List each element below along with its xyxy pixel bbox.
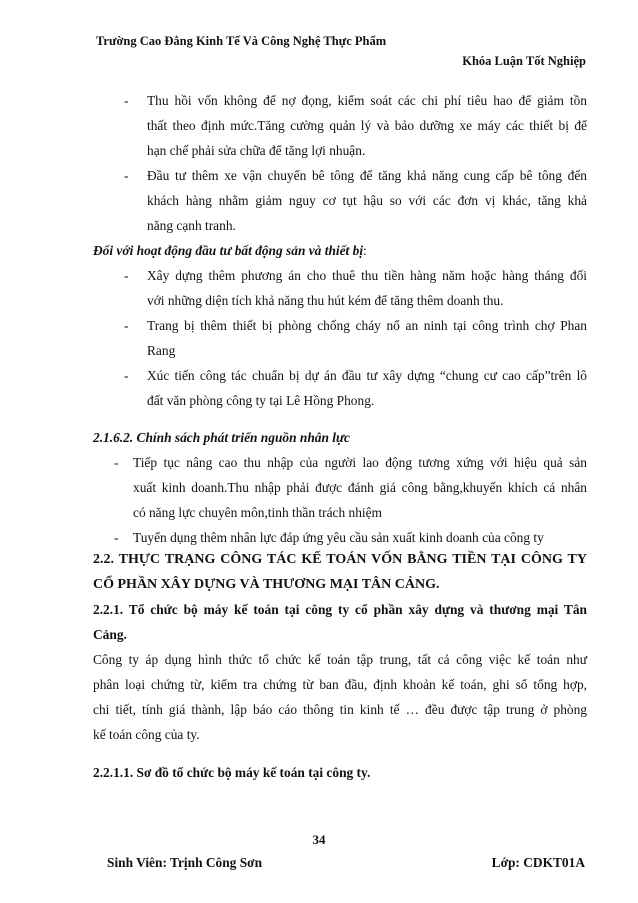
bullet-dash: - — [124, 268, 129, 283]
section-heading-investment — [93, 243, 367, 259]
paragraph-line-4: kế toán công của ty. — [93, 727, 200, 742]
paragraph-line-2: phân loại chứng từ, kiểm tra chứng từ ban đầu, định khoản kế toán, ghi sổ tổng hợp, — [93, 677, 587, 692]
bullet-2-line-1: Đầu tư thêm xe vận chuyển bê tông để tăng khả năng cung cấp bê tông đến — [147, 168, 587, 183]
bullet-dash: - — [124, 168, 129, 183]
header-school: Trường Cao Đẳng Kinh Tế Và Công Nghệ Thực Phẩm — [96, 34, 387, 48]
bullet-dash: - — [114, 455, 119, 470]
page-number: 34 — [312, 832, 326, 847]
section-heading-2-2-1-line-2: Cảng. — [93, 627, 127, 642]
bullet-2-line-3: năng cạnh tranh. — [147, 218, 236, 233]
section-heading-investment-colon: : — [363, 243, 367, 258]
section-heading-2-2-line-1: 2.2. THỰC TRẠNG CÔNG TÁC KẾ TOÁN VỐN BẰNG TIỀN TẠI CÔNG TY — [93, 552, 587, 567]
bullet-dash: - — [124, 93, 129, 108]
bullet-4-line-1: Trang bị thêm thiết bị phòng chống cháy nổ an ninh tại công trình chợ Phan — [147, 318, 587, 333]
section-heading-2-2-1-line-1: 2.2.1. Tổ chức bộ máy kế toán tại công ty cổ phần xây dựng và thương mại Tân — [93, 602, 587, 617]
footer-student: Sinh Viên: Trịnh Công Sơn — [107, 855, 263, 870]
footer-class: Lớp: CDKT01A — [491, 855, 585, 870]
bullet-3-line-1: Xây dựng thêm phương án cho thuê thu tiền hàng năm hoặc hàng tháng đối — [147, 268, 587, 283]
section-heading-2-1-6-2: 2.1.6.2. Chính sách phát triển nguồn nhân lực — [93, 430, 350, 445]
bullet-1-line-3: hạn chế phải sửa chữa để tăng lợi nhuận. — [147, 143, 366, 158]
section-heading-2-2-line-2: CỔ PHẦN XÂY DỰNG VÀ THƯƠNG MẠI TÂN CẢNG. — [93, 577, 440, 592]
section-heading-investment-text: Đối với hoạt động đầu tư bất động sản và thiết bị — [93, 243, 364, 258]
paragraph-line-1: Công ty áp dụng hình thức tổ chức kế toán tập trung, tất cả công việc kế toán như — [93, 652, 587, 667]
bullet-2-line-2: khách hàng nhằm giảm nguy cơ tụt hậu so với các đơn vị khác, tăng khả — [147, 193, 587, 208]
bullet-6-line-2: xuất kinh doanh.Thu nhập phải được đánh giá công bằng,khuyến khích cá nhân — [133, 480, 587, 495]
header-thesis-title: Khóa Luận Tốt Nghiệp — [462, 54, 586, 68]
paragraph-line-3: chi tiết, tính giá thành, lập báo cáo thông tin kinh tế … đều được tập trung ở phòng — [93, 702, 587, 717]
section-heading-2-2-1-1: 2.2.1.1. Sơ đồ tổ chức bộ máy kế toán tại công ty. — [93, 765, 371, 780]
bullet-dash: - — [114, 530, 119, 545]
bullet-4-line-2: Rang — [147, 343, 176, 358]
bullet-5-line-2: đất văn phòng công ty tại Lê Hồng Phong. — [147, 393, 375, 408]
bullet-5-line-1: Xúc tiến công tác chuẩn bị dự án đầu tư xây dựng “chung cư cao cấp”trên lô — [147, 368, 587, 383]
bullet-6-line-1: Tiếp tục nâng cao thu nhập của người lao động tương xứng với hiệu quả sản — [133, 455, 587, 470]
bullet-dash: - — [124, 368, 129, 383]
bullet-dash: - — [124, 318, 129, 333]
bullet-1-line-2: thất theo định mức.Tăng cường quản lý và bảo dưỡng xe máy các thiết bị để — [147, 118, 587, 133]
bullet-6-line-3: có năng lực chuyên môn,tinh thần trách nhiệm — [133, 505, 382, 520]
bullet-1-line-1: Thu hồi vốn không để nợ đọng, kiểm soát các chi phí tiêu hao để giảm tồn — [147, 93, 587, 108]
bullet-7-line-1: Tuyển dụng thêm nhân lực đáp ứng yêu cầu sản xuất kinh doanh của công ty — [133, 530, 544, 545]
bullet-3-line-2: với những diện tích khả năng thu hút kém để tăng thêm doanh thu. — [147, 293, 504, 308]
